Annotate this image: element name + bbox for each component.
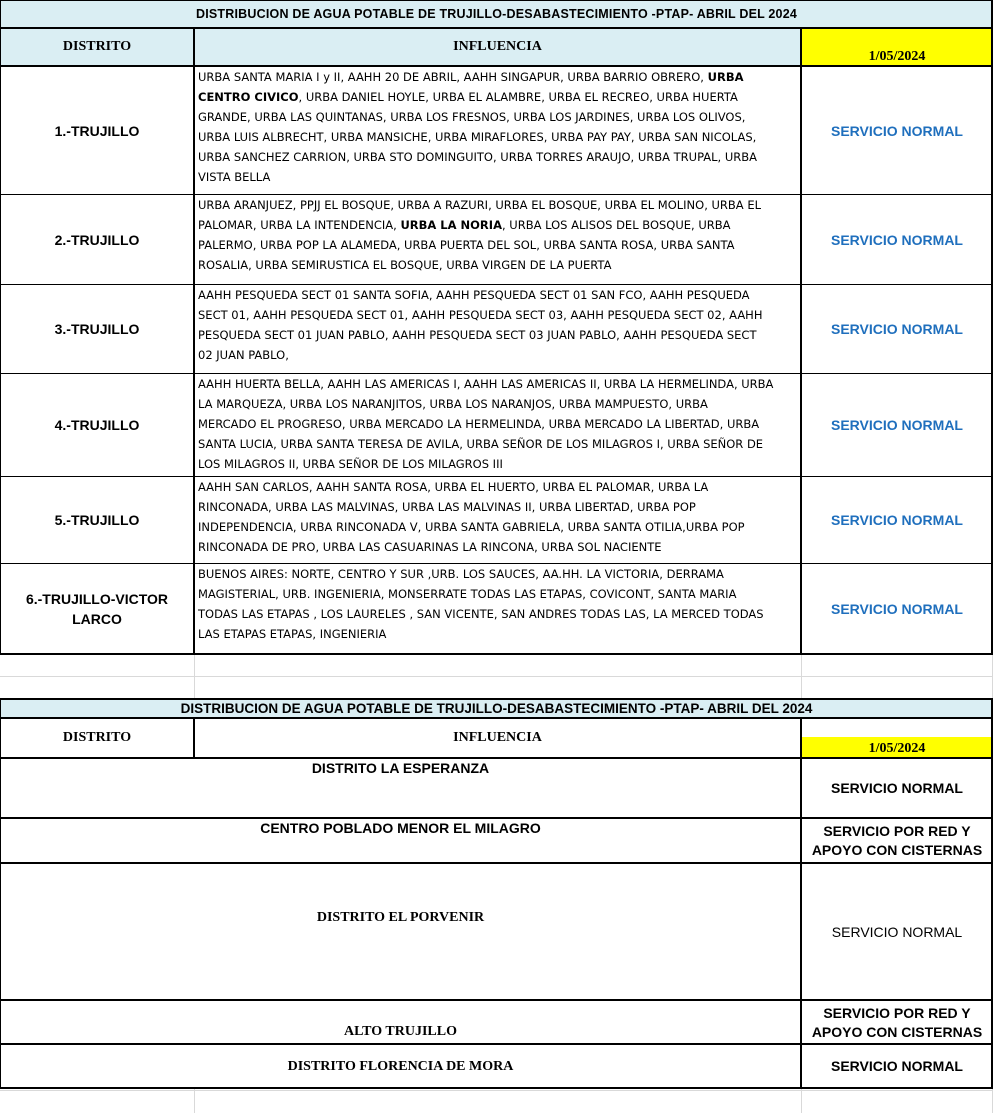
influence-line (198, 147, 800, 167)
district-la-esperanza: DISTRITO LA ESPERANZA (311, 760, 490, 776)
influence-line (198, 454, 800, 474)
district-line: LARCO (72, 610, 122, 627)
header-date-2-top (801, 718, 993, 737)
influence-line (198, 624, 800, 644)
header-date: 1/05/2024 (801, 46, 993, 66)
service-status: SERVICIO NORMAL (831, 600, 963, 617)
influence-line (198, 434, 800, 454)
service-status: SERVICIO NORMAL (831, 417, 963, 433)
header-date-top (801, 28, 993, 46)
influence-line (198, 167, 800, 187)
influence-line (198, 537, 800, 557)
influence-segment: PALOMAR, URBA LA INTENDENCIA, (198, 218, 401, 232)
influence-segment: URBA LA NORIA (400, 218, 502, 232)
influence-segment: RINCONADA, URBA LAS MALVINAS, URBA LAS MALVINAS II, URBA LIBERTAD, URBA POP (198, 500, 696, 514)
influence-segment: URBA SANTA MARIA I y II, AAHH 20 DE ABRIL, AAHH SINGAPUR, URBA BARRIO OBRERO, (198, 70, 708, 84)
influence-cell (195, 195, 800, 284)
header-influencia: INFLUENCIA (194, 28, 801, 66)
influence-line (198, 564, 800, 584)
district-cell: 2.-TRUJILLO (54, 231, 140, 248)
header-distrito: DISTRITO (0, 28, 194, 66)
service-status: SERVICIO NORMAL (831, 512, 963, 528)
influence-line (198, 345, 800, 365)
header-date-2: 1/05/2024 (801, 737, 993, 758)
influence-segment: , URBA DANIEL HOYLE, URBA EL ALAMBRE, URBA EL RECREO, URBA HUERTA (298, 90, 738, 104)
district-florencia-de-mora: DISTRITO FLORENCIA DE MORA (287, 1058, 514, 1074)
influence-line (198, 374, 800, 394)
influence-line (198, 477, 800, 497)
influence-line (198, 107, 800, 127)
influence-cell (195, 477, 800, 563)
influence-segment: CENTRO CIVICO (198, 90, 299, 104)
influence-line (198, 87, 800, 107)
service-status: SERVICIO NORMAL (831, 122, 963, 139)
table-2-title: DISTRIBUCION DE AGUA POTABLE DE TRUJILLO-DESABASTECIMIENTO -PTAP- ABRIL DEL 2024 (0, 699, 993, 718)
service-status: SERVICIO NORMAL (831, 780, 963, 796)
influence-line (198, 285, 800, 305)
header-influencia-2: INFLUENCIA (194, 718, 801, 758)
influence-line (198, 235, 800, 255)
district-el-porvenir: DISTRITO EL PORVENIR (316, 910, 485, 925)
influence-line (198, 394, 800, 414)
district-cell (0, 564, 194, 653)
influence-segment: , URBA LOS ALISOS DEL BOSQUE, URBA (501, 218, 731, 232)
district-cell: 4.-TRUJILLO (54, 417, 140, 433)
service-status: SERVICIO NORMAL (831, 231, 963, 248)
influence-segment: MERCADO EL PROGRESO, URBA MERCADO LA HERMELINDA, URBA MERCADO LA LIBERTAD, URBA (198, 417, 760, 431)
influence-segment: 02 JUAN PABLO, (198, 348, 289, 362)
district-alto-trujillo: ALTO TRUJILLO (344, 1024, 457, 1039)
influence-segment: LAS ETAPAS ETAPAS, INGENIERIA (198, 627, 387, 641)
influence-line (198, 127, 800, 147)
service-line: SERVICIO POR RED Y (823, 1004, 971, 1021)
influence-segment: URBA LUIS ALBRECHT, URBA MANSICHE, URBA MIRAFLORES, URBA PAY PAY, URBA SAN NICOLAS, (198, 130, 757, 144)
influence-line (198, 195, 800, 215)
influence-cell (195, 67, 800, 194)
service-status (801, 1001, 993, 1044)
district-cell: 1.-TRUJILLO (54, 122, 140, 139)
influence-line (198, 517, 800, 537)
influence-segment: LOS MILAGROS II, URBA SEÑOR DE LOS MILAGROS III (198, 457, 503, 471)
influence-segment: VISTA BELLA (198, 170, 271, 184)
district-cell: 5.-TRUJILLO (54, 512, 140, 528)
influence-segment: BUENOS AIRES: NORTE, CENTRO Y SUR ,URB. LOS SAUCES, AA.HH. LA VICTORIA, DERRAMA (198, 567, 724, 581)
district-cell: 3.-TRUJILLO (54, 321, 140, 337)
influence-segment: RINCONADA DE PRO, URBA LAS CASUARINAS LA RINCONA, URBA SOL NACIENTE (198, 540, 662, 554)
influence-segment: URBA ARANJUEZ, PPJJ EL BOSQUE, URBA A RAZURI, URBA EL BOSQUE, URBA EL MOLINO, URBA EL (198, 198, 762, 212)
service-status: SERVICIO NORMAL (831, 1058, 963, 1074)
service-line: APOYO CON CISTERNAS (811, 1023, 983, 1040)
influence-segment: MAGISTERIAL, URB. INGENIERIA, MONSERRATE TODAS LAS ETAPAS, COVICONT, SANTA MARIA (198, 587, 737, 601)
influence-line (198, 604, 800, 624)
influence-segment: GRANDE, URBA LAS QUINTANAS, URBA LOS FRESNOS, URBA LOS JARDINES, URBA LOS OLIVOS, (198, 110, 746, 124)
influence-line (198, 497, 800, 517)
influence-segment: SANTA LUCIA, URBA SANTA TERESA DE AVILA, URBA SEÑOR DE LOS MILAGROS I, URBA SEÑOR DE (198, 437, 764, 451)
district-line: 6.-TRUJILLO-VICTOR (25, 590, 169, 607)
influence-line (198, 215, 800, 235)
influence-line (198, 67, 800, 87)
influence-segment: PESQUEDA SECT 01 JUAN PABLO, AAHH PESQUEDA SECT 03 JUAN PABLO, AAHH PESQUEDA SECT (198, 328, 757, 342)
influence-segment: ROSALIA, URBA SEMIRUSTICA EL BOSQUE, URBA VIRGEN DE LA PUERTA (198, 258, 612, 272)
influence-segment: SECT 01, AAHH PESQUEDA SECT 01, AAHH PESQUEDA SECT 03, AAHH PESQUEDA SECT 02, AAHH (198, 308, 763, 322)
influence-segment: AAHH HUERTA BELLA, AAHH LAS AMERICAS I, AAHH LAS AMERICAS II, URBA LA HERMELINDA, URBA (198, 377, 774, 391)
table-1-title: DISTRIBUCION DE AGUA POTABLE DE TRUJILLO-DESABASTECIMIENTO -PTAP- ABRIL DEL 2024 (0, 0, 993, 28)
influence-line (198, 414, 800, 434)
influence-cell (195, 285, 800, 373)
influence-segment: PALERMO, URBA POP LA ALAMEDA, URBA PUERTA DEL SOL, URBA SANTA ROSA, URBA SANTA (198, 238, 735, 252)
service-line: SERVICIO POR RED Y (823, 823, 971, 839)
influence-line (198, 255, 800, 275)
service-status: SERVICIO NORMAL (831, 321, 963, 337)
service-status (801, 819, 993, 863)
header-distrito-2: DISTRITO (0, 718, 194, 758)
influence-segment: TODAS LAS ETAPAS , LOS LAURELES , SAN VICENTE, SAN ANDRES TODAS LAS, LA MERCED TODAS (198, 607, 764, 621)
influence-line (198, 325, 800, 345)
influence-line (198, 584, 800, 604)
district-el-milagro: CENTRO POBLADO MENOR EL MILAGRO (260, 820, 541, 836)
influence-cell (195, 374, 800, 476)
service-line: APOYO CON CISTERNAS (811, 842, 983, 858)
service-status: SERVICIO NORMAL (831, 924, 963, 940)
influence-segment: AAHH PESQUEDA SECT 01 SANTA SOFIA, AAHH PESQUEDA SECT 01 SAN FCO, AAHH PESQUEDA (198, 288, 750, 302)
influence-segment: LA MARQUEZA, URBA LOS NARANJITOS, URBA LOS NARANJOS, URBA MAMPUESTO, URBA (198, 397, 708, 411)
influence-segment: URBA (707, 70, 744, 84)
influence-segment: URBA SANCHEZ CARRION, URBA STO DOMINGUITO, URBA TORRES ARAUJO, URBA TRUPAL, URBA (198, 150, 758, 164)
influence-segment: INDEPENDENCIA, URBA RINCONADA V, URBA SANTA GABRIELA, URBA SANTA OTILIA,URBA POP (198, 520, 745, 534)
influence-segment: AAHH SAN CARLOS, AAHH SANTA ROSA, URBA EL HUERTO, URBA EL PALOMAR, URBA LA (198, 480, 709, 494)
influence-cell (195, 564, 800, 653)
influence-line (198, 305, 800, 325)
